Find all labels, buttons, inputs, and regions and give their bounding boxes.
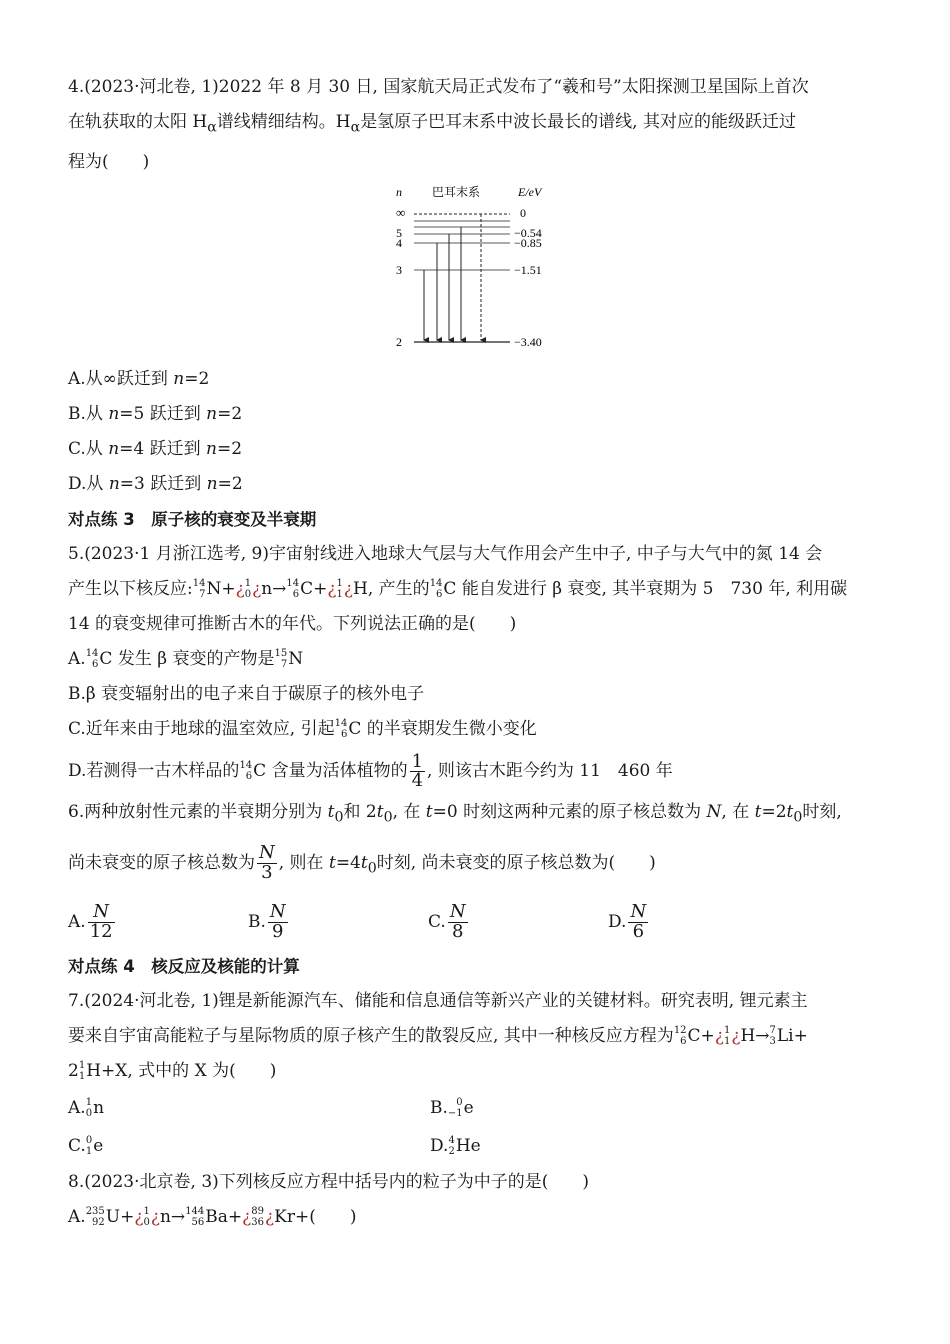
energy-level-diagram [68,180,888,362]
fraction-one-quarter: $\frac{1}{4}$ [411,750,424,792]
q6-line2: 尚未衰变的原子核总数为 $\frac{N}{3}$ , 则在 $t=4t_0$时刻, 尚未衰变的原子核总数为( ) [68,841,656,883]
level-4-e: −0.85 [514,236,542,251]
q6-option-c: C. $\frac{N}{8}$ [428,901,466,943]
q6-option-b: B. $\frac{N}{9}$ [248,901,286,943]
document-page [68,70,888,1235]
section-3-heading: 对点练 3 原子核的衰变及半衰期 [68,510,317,530]
q4-line1: 4.(2023·河北卷, 1)2022 年 8 月 30 日, 国家航天局正式发布了“羲和号”太阳探测卫星国际上首次 [68,77,809,97]
q7-line3: 2 1 1 H+X, 式中的 X 为( ) [68,1059,277,1082]
q5-line1: 5.(2023·1 月浙江选考, 9)宇宙射线进入地球大气层与大气作用会产生中子, 中子与大气中的氮 14 会 [68,544,823,565]
q7-options-row2 [68,1127,888,1165]
level-3-e: −1.51 [514,263,542,278]
q5-line3: 14 的衰变规律可推断古木的年代。下列说法正确的是( ) [68,614,517,635]
q7-option-a: A. 1 0 n [68,1096,105,1119]
q7-options-row1 [68,1089,888,1127]
q7-option-d: D. 4 2 He [430,1134,481,1157]
n-axis-label: n [396,185,402,200]
level-inf-e: 0 [520,206,526,221]
q6-line1: 6.两种放射性元素的半衰期分别为 $t_0$和 $2t_0$, 在 t=0 时刻这两种元素的原子核总数为 N, 在 $t=2t_0$时刻, [68,802,842,826]
q6-option-d: D. $\frac{N}{6}$ [608,901,647,943]
q4-option-d: D.从 n=3 跃迁到 n=2 [68,474,243,495]
q5-option-c: C.近年来由于地球的温室效应, 引起 14 6 C 的半衰期发生微小变化 [68,717,537,740]
q4-line2: 在轨获取的太阳 $H_\alpha$谱线精细结构。$H_\alpha$是氢原子巴耳末系中波长最长的谱线, 其对应的能级跃迁过 [68,112,796,136]
q8-line1: 8.(2023·北京卷, 3)下列核反应方程中括号内的粒子为中子的是( ) [68,1172,590,1193]
q7-line2: 要来自宇宙高能粒子与星际物质的原子核产生的散裂反应, 其中一种核反应方程为 12 6 C+¿ 1 1 ¿H→ 7 3 Li+ [68,1024,808,1047]
level-4-n: 4 [396,236,402,251]
q8-option-a: A. 235 92 U+¿ 1 0 ¿n→ 144 56 Ba+¿ 89 36 ¿Kr+( ) [68,1205,357,1228]
q7-option-b: B. 0 −1 e [430,1096,474,1119]
q5-option-d: D.若测得一古木样品的 14 6 C 含量为活体植物的 $\frac{1}{4}$ , 则该古木距今约为 11 460 年 [68,750,673,792]
q4-option-c: C.从 n=4 跃迁到 n=2 [68,439,243,460]
fraction-n-over-3: $\frac{N}{3}$ [259,841,275,883]
q5-option-b: B.β 衰变辐射出的电子来自于碳原子的核外电子 [68,684,425,705]
q7-option-c: C. 0 1 e [68,1134,104,1157]
q6-option-a: A. $\frac{N}{12}$ [68,901,113,943]
q4-option-b: B.从 n=5 跃迁到 n=2 [68,404,243,425]
q5-option-a: A. 14 6 C 发生 β 衰变的产物是 15 7 N [68,647,304,670]
section-4-heading: 对点练 4 核反应及核能的计算 [68,957,300,977]
energy-level-svg [394,180,564,360]
energy-axis-label: E/eV [518,185,542,200]
level-5-n: 5 [396,226,402,241]
q4-option-a: A.从∞跃迁到 n=2 [68,369,210,390]
series-label: 巴耳末系 [432,185,481,200]
level-2-e: −3.40 [514,335,542,350]
level-5-e: −0.54 [514,226,542,241]
q4-line3: 程为( ) [68,152,150,173]
level-3-n: 3 [396,263,402,278]
level-2-n: 2 [396,335,402,350]
q7-line1: 7.(2024·河北卷, 1)锂是新能源汽车、储能和信息通信等新兴产业的关键材料。研究表明, 锂元素主 [68,991,808,1012]
q6-options [68,895,888,949]
level-inf-n: ∞ [396,205,406,221]
q5-line2: 产生以下核反应: 14 7 N+¿ 1 0 ¿n→ 14 6 C+¿ 1 1 ¿H, 产生的 14 6 C 能自发进行 β 衰变, 其半衰期为 5 730 年, 利用碳 [68,577,848,600]
